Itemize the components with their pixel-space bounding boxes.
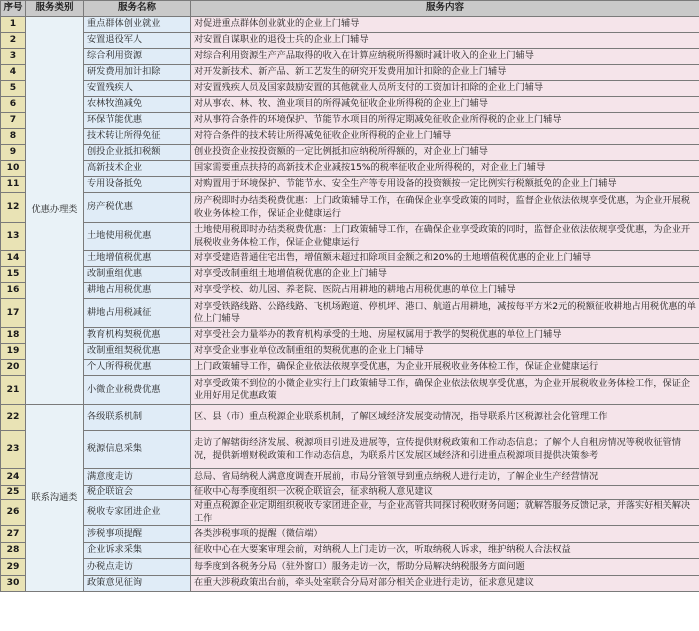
service-content: 上门政策辅导工作，确保企业依法依规享受优惠，为企业开展税收业务体检工作，保证企业健康运行 <box>191 360 699 376</box>
category-liaison: 联系沟通类 <box>26 405 84 592</box>
service-name: 安置退役军人 <box>84 33 191 49</box>
row-number: 12 <box>1 193 26 223</box>
header-num: 序号 <box>1 1 26 17</box>
service-content: 在重大涉税政策出台前，牵头处室联合分局对部分相关企业进行走访，征求意见建议 <box>191 576 699 592</box>
service-content: 征收中心每季度组织一次税企联谊会，征求纳税人意见建议 <box>191 486 699 500</box>
row-number: 26 <box>1 500 26 526</box>
table-row <box>1 193 699 223</box>
service-name: 政策意见征询 <box>84 576 191 592</box>
table-row <box>1 177 699 193</box>
service-content: 区、县（市）重点税源企业联系机制，了解区域经济发展变动情况，指导联系片区税源社会化管理工作 <box>191 405 699 431</box>
table-row <box>1 267 699 283</box>
row-number: 21 <box>1 376 26 405</box>
row-number: 6 <box>1 97 26 113</box>
table-row <box>1 65 699 81</box>
service-name: 税企联谊会 <box>84 486 191 500</box>
service-name: 教育机构契税优惠 <box>84 328 191 344</box>
service-content: 房产税即时办结类税费优惠：上门政策辅导工作，在确保企业享受政策的同时，监督企业依法依规享受优惠，为企业开展税收业务体检工作，保证企业健康运行 <box>191 193 699 223</box>
service-name: 专用设备抵免 <box>84 177 191 193</box>
service-name: 创投企业抵扣税额 <box>84 145 191 161</box>
row-number: 25 <box>1 486 26 500</box>
service-content: 对享受政策不到位的小微企业实行上门政策辅导工作，确保企业依法依规享受优惠，为企业开展税收业务体检工作，保证企业用好用足优惠政策 <box>191 376 699 405</box>
row-number: 29 <box>1 559 26 576</box>
service-name: 改制重组契税优惠 <box>84 344 191 360</box>
row-number: 30 <box>1 576 26 592</box>
row-number: 8 <box>1 129 26 145</box>
table-row <box>1 405 699 431</box>
table-row <box>1 113 699 129</box>
service-content: 对符合条件的技术转让所得减免征收企业所得税的企业上门辅导 <box>191 129 699 145</box>
service-content: 对开发新技术、新产品、新工艺发生的研究开发费用加计扣除的企业上门辅导 <box>191 65 699 81</box>
service-name: 耕地占用税优惠 <box>84 283 191 299</box>
service-name: 房产税优惠 <box>84 193 191 223</box>
table-row <box>1 283 699 299</box>
table-row <box>1 33 699 49</box>
table-body <box>1 17 699 592</box>
row-number: 1 <box>1 17 26 33</box>
service-content: 总局、省局纳税人满意度调查开展前，市局分管领导到重点纳税人进行走访，了解企业生产经营情况 <box>191 469 699 486</box>
row-number: 13 <box>1 223 26 251</box>
row-number: 27 <box>1 526 26 543</box>
table-row <box>1 344 699 360</box>
row-number: 3 <box>1 49 26 65</box>
table-row <box>1 145 699 161</box>
table-row <box>1 97 699 113</box>
service-name: 土地增值税优惠 <box>84 251 191 267</box>
service-name: 税源信息采集 <box>84 431 191 469</box>
row-number: 14 <box>1 251 26 267</box>
table-row <box>1 486 699 500</box>
table-row <box>1 360 699 376</box>
service-name: 研发费用加计扣除 <box>84 65 191 81</box>
service-content: 对享受建造普通住宅出售，增值额未超过扣除项目金额之和20%的土地增值税优惠的企业上门辅导 <box>191 251 699 267</box>
service-content: 对购置用于环境保护、节能节水、安全生产等专用设备的投资额按一定比例实行税额抵免的企业上门辅导 <box>191 177 699 193</box>
table-row <box>1 223 699 251</box>
service-name: 个人所得税优惠 <box>84 360 191 376</box>
service-name: 安置残疾人 <box>84 81 191 97</box>
table-row <box>1 376 699 405</box>
table-row <box>1 251 699 267</box>
service-name: 环保节能优惠 <box>84 113 191 129</box>
service-name: 耕地占用税减征 <box>84 299 191 328</box>
service-content: 对安置自谋职业的退役士兵的企业上门辅导 <box>191 33 699 49</box>
service-content: 对促进重点群体创业就业的企业上门辅导 <box>191 17 699 33</box>
service-name: 综合利用资源 <box>84 49 191 65</box>
table-row <box>1 81 699 97</box>
table-row <box>1 543 699 559</box>
service-name: 改制重组优惠 <box>84 267 191 283</box>
row-number: 17 <box>1 299 26 328</box>
header-name: 服务名称 <box>84 1 191 17</box>
row-number: 10 <box>1 161 26 177</box>
service-name: 农林牧渔减免 <box>84 97 191 113</box>
row-number: 2 <box>1 33 26 49</box>
row-number: 18 <box>1 328 26 344</box>
service-name: 土地使用税优惠 <box>84 223 191 251</box>
service-name: 办税点走访 <box>84 559 191 576</box>
table-row <box>1 526 699 543</box>
service-content: 对享受社会力量举办的教育机构承受的土地、房屋权属用于教学的契税优惠的单位上门辅导 <box>191 328 699 344</box>
service-content: 对从事符合条件的环境保护、节能节水项目的所得定期减免征收企业所得税的企业上门辅导 <box>191 113 699 129</box>
service-name: 重点群体创业就业 <box>84 17 191 33</box>
table-row <box>1 559 699 576</box>
service-name: 企业诉求采集 <box>84 543 191 559</box>
service-content: 每季度到各税务分局（驻外窗口）服务走访一次，帮助分局解决纳税服务方面问题 <box>191 559 699 576</box>
table-row <box>1 431 699 469</box>
service-content: 对享受铁路线路、公路线路、飞机场跑道、停机坪、港口、航道占用耕地，减按每平方米2元的税额征收耕地占用税优惠的单位上门辅导 <box>191 299 699 328</box>
row-number: 9 <box>1 145 26 161</box>
service-content: 对享受企业事业单位改制重组的契税优惠的企业上门辅导 <box>191 344 699 360</box>
service-content: 国家需要重点扶持的高新技术企业减按15%的税率征收企业所得税的，对企业上门辅导 <box>191 161 699 177</box>
row-number: 15 <box>1 267 26 283</box>
service-content: 对从事农、林、牧、渔业项目的所得减免征收企业所得税的企业上门辅导 <box>191 97 699 113</box>
service-name: 税收专家团进企业 <box>84 500 191 526</box>
service-name: 涉税事项提醒 <box>84 526 191 543</box>
row-number: 24 <box>1 469 26 486</box>
row-number: 11 <box>1 177 26 193</box>
row-number: 22 <box>1 405 26 431</box>
row-number: 5 <box>1 81 26 97</box>
table-row <box>1 576 699 592</box>
service-content: 对重点税源企业定期组织税收专家团进企业，与企业高管共同探讨税收财务问题；就解答服务反馈记录，并落实好相关解决工作 <box>191 500 699 526</box>
service-content: 对综合利用资源生产产品取得的收入在计算应纳税所得额时减计收入的企业上门辅导 <box>191 49 699 65</box>
service-content: 各类涉税事项的提醒（微信端） <box>191 526 699 543</box>
table-row <box>1 299 699 328</box>
service-content: 土地使用税即时办结类税费优惠：上门政策辅导工作，在确保企业享受政策的同时，监督企业依法依规享受优惠，为企业开展税收业务体检工作，保证企业健康运行 <box>191 223 699 251</box>
service-name: 满意度走访 <box>84 469 191 486</box>
row-number: 23 <box>1 431 26 469</box>
row-number: 4 <box>1 65 26 81</box>
service-content: 对享受改制重组土地增值税优惠的企业上门辅导 <box>191 267 699 283</box>
row-number: 19 <box>1 344 26 360</box>
category-preferential: 优惠办理类 <box>26 17 84 405</box>
table-row <box>1 469 699 486</box>
header-row <box>1 1 699 17</box>
service-content: 对安置残疾人员及国家鼓励安置的其他就业人员所支付的工资加计扣除的企业上门辅导 <box>191 81 699 97</box>
table-row <box>1 17 699 33</box>
service-name: 技术转让所得免征 <box>84 129 191 145</box>
row-number: 28 <box>1 543 26 559</box>
table-row <box>1 328 699 344</box>
row-number: 20 <box>1 360 26 376</box>
service-content: 对享受学校、幼儿园、养老院、医院占用耕地的耕地占用税优惠的单位上门辅导 <box>191 283 699 299</box>
header-category: 服务类别 <box>26 1 84 17</box>
service-name: 各级联系机制 <box>84 405 191 431</box>
table-row <box>1 129 699 145</box>
service-name: 小微企业税费优惠 <box>84 376 191 405</box>
table-row <box>1 49 699 65</box>
service-name: 高新技术企业 <box>84 161 191 177</box>
table-row <box>1 161 699 177</box>
service-content: 征收中心在大要案审理会前，对纳税人上门走访一次，听取纳税人诉求，维护纳税人合法权益 <box>191 543 699 559</box>
header-content: 服务内容 <box>191 1 699 17</box>
table-row <box>1 500 699 526</box>
row-number: 16 <box>1 283 26 299</box>
row-number: 7 <box>1 113 26 129</box>
service-content: 走访了解辖街经济发展、税源项目引进及进展等，宣传提供财税政策和工作动态信息；了解个人自租房情况等税收征管情况，提供新增财税政策和工作动态信息，为联系片区发展区域经济和引进重点税源项目提供决策参考 <box>191 431 699 469</box>
service-content: 创业投资企业按投资额的一定比例抵扣应纳税所得额的，对企业上门辅导 <box>191 145 699 161</box>
